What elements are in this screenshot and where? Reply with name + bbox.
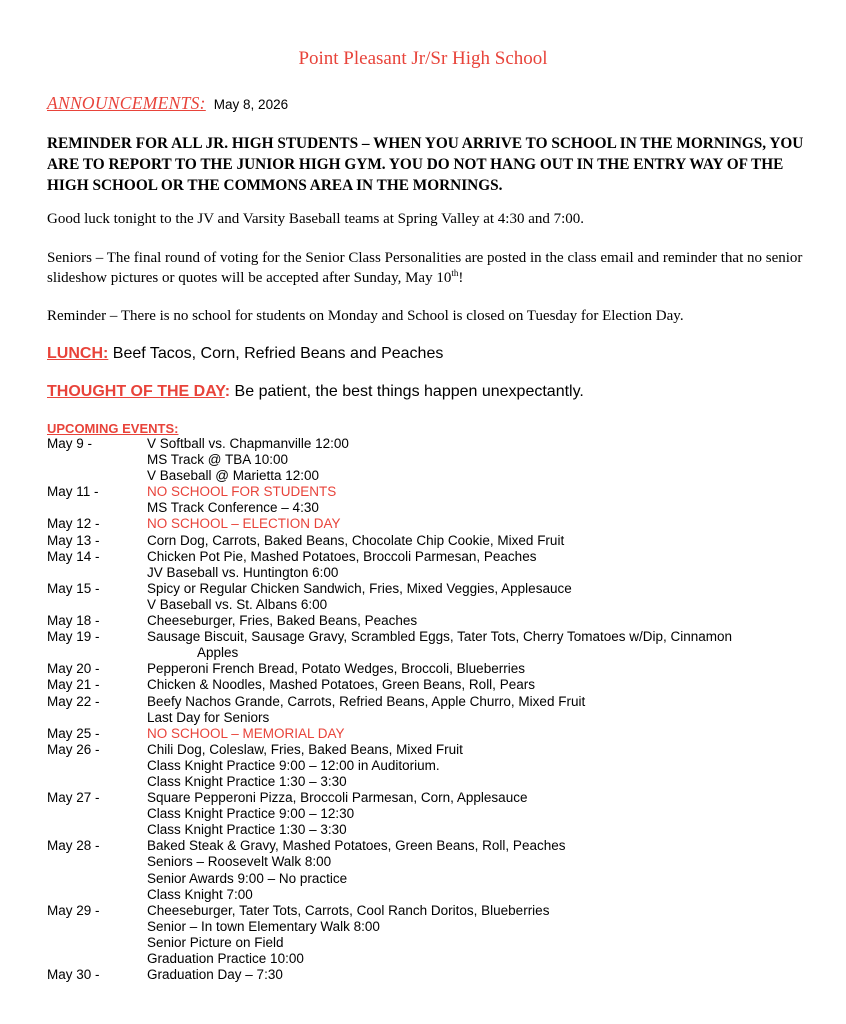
event-item: Sausage Biscuit, Sausage Gravy, Scrambled Eggs, Tater Tots, Cherry Tomatoes w/Dip, Cinnamon (147, 629, 733, 645)
seniors-superscript: th (451, 268, 459, 278)
event-items (147, 903, 807, 967)
event-date: May 26 - (47, 741, 100, 757)
event-date: May 15 - (47, 580, 100, 596)
announcement-date: May 8, 2026 (213, 97, 289, 112)
lunch-text: Beef Tacos, Corn, Refried Beans and Peaches (108, 345, 444, 362)
event-item-highlight: NO SCHOOL – ELECTION DAY (147, 516, 341, 532)
seniors-text: Seniors – The final round of voting for the Senior Class Personalities are posted in the class email and reminder that no senior slideshow pictures or quotes will be accepted after Sunday, May 10 (47, 250, 803, 286)
event-row (47, 903, 807, 967)
event-item: V Baseball vs. St. Albans 6:00 (147, 596, 328, 612)
event-item: Cheeseburger, Fries, Baked Beans, Peaches (147, 613, 418, 629)
event-date: May 14 - (47, 548, 100, 564)
seniors-paragraph (47, 248, 822, 288)
event-item: Pepperoni French Bread, Potato Wedges, Broccoli, Blueberries (147, 661, 525, 677)
event-item: Class Knight Practice 9:00 – 12:30 (147, 806, 355, 822)
event-date: May 20 - (47, 661, 100, 677)
announcements-label: ANNOUNCEMENTS: (47, 93, 206, 113)
election-paragraph: Reminder – There is no school for students on Monday and School is closed on Tuesday for Election Day. (47, 308, 684, 324)
event-item: Class Knight Practice 9:00 – 12:00 in Auditorium. (147, 757, 440, 773)
event-items (147, 726, 807, 742)
event-date: May 29 - (47, 902, 100, 918)
event-date: May 9 - (47, 436, 93, 451)
jr-high-reminder: REMINDER FOR ALL JR. HIGH STUDENTS – WHEN YOU ARRIVE TO SCHOOL IN THE MORNINGS, YOU ARE TO REPORT TO THE JUNIOR HIGH GYM. YOU DO NOT HANG OUT IN THE ENTRY WAY OF THE HIGH SCHOOL OR THE COMMONS AREA IN THE MORNINGS. (47, 135, 804, 194)
event-item: Chicken & Noodles, Mashed Potatoes, Green Beans, Roll, Pears (147, 677, 535, 693)
event-date: May 11 - (47, 484, 99, 500)
event-item: Class Knight Practice 1:30 – 3:30 (147, 822, 347, 838)
event-item: MS Track @ TBA 10:00 (147, 452, 289, 468)
event-items (147, 661, 807, 677)
thought-label: THOUGHT OF THE DAY (47, 383, 225, 400)
event-items (147, 549, 807, 581)
event-items (147, 581, 807, 613)
event-items (147, 629, 807, 661)
event-item: Seniors – Roosevelt Walk 8:00 (147, 854, 332, 870)
event-item: MS Track Conference – 4:30 (147, 500, 319, 516)
thought-colon: : (224, 383, 231, 400)
event-item: Graduation Day – 7:30 (147, 967, 283, 983)
event-item: Senior – In town Elementary Walk 8:00 (147, 918, 380, 934)
event-item: Square Pepperoni Pizza, Broccoli Parmesan, Corn, Applesauce (147, 790, 528, 806)
seniors-end: ! (458, 270, 464, 286)
event-item: Beefy Nachos Grande, Carrots, Refried Beans, Apple Churro, Mixed Fruit (147, 693, 586, 709)
event-item: JV Baseball vs. Huntington 6:00 (147, 564, 339, 580)
event-item: V Baseball @ Marietta 12:00 (147, 468, 320, 484)
event-row (47, 838, 807, 902)
event-date: May 25 - (47, 725, 100, 741)
event-row (47, 726, 807, 742)
event-items (147, 613, 807, 629)
event-row (47, 677, 807, 693)
event-items (147, 967, 807, 983)
event-item: V Softball vs. Chapmanville 12:00 (147, 436, 349, 451)
event-row (47, 967, 807, 983)
event-items (147, 742, 807, 790)
event-item-highlight: NO SCHOOL FOR STUDENTS (147, 484, 337, 500)
event-items (147, 838, 807, 902)
event-items (147, 790, 807, 838)
upcoming-events-heading: UPCOMING EVENTS: (47, 421, 179, 436)
event-date: May 13 - (47, 532, 100, 548)
event-date: May 22 - (47, 693, 100, 709)
event-row (47, 661, 807, 677)
event-item: Chicken Pot Pie, Mashed Potatoes, Broccoli Parmesan, Peaches (147, 548, 537, 564)
event-row (47, 790, 807, 838)
event-row (47, 549, 807, 581)
event-items (147, 516, 807, 532)
event-item: Graduation Practice 10:00 (147, 951, 304, 966)
event-items (147, 484, 807, 516)
event-row (47, 629, 807, 661)
event-item: Class Knight 7:00 (147, 886, 253, 902)
event-items (147, 694, 807, 726)
event-row (47, 484, 807, 516)
thought-text: Be patient, the best things happen unexpectantly. (230, 383, 584, 400)
event-date: May 18 - (47, 613, 100, 629)
event-item: Corn Dog, Carrots, Baked Beans, Chocolate Chip Cookie, Mixed Fruit (147, 532, 565, 548)
event-items (147, 436, 807, 484)
event-row (47, 581, 807, 613)
event-item: Spicy or Regular Chicken Sandwich, Fries, Mixed Veggies, Applesauce (147, 580, 572, 596)
event-item: Senior Picture on Field (147, 934, 284, 950)
school-title: Point Pleasant Jr/Sr High School (298, 48, 548, 69)
event-row (47, 613, 807, 629)
event-item-highlight: NO SCHOOL – MEMORIAL DAY (147, 725, 345, 741)
baseball-paragraph: Good luck tonight to the JV and Varsity Baseball teams at Spring Valley at 4:30 and 7:00. (47, 211, 585, 227)
event-date: May 19 - (47, 629, 100, 645)
event-row (47, 694, 807, 726)
event-date: May 30 - (47, 967, 100, 983)
lunch-line (47, 345, 443, 363)
event-date: May 21 - (47, 677, 100, 693)
thought-line (47, 383, 584, 401)
event-row (47, 533, 807, 549)
event-items (147, 677, 807, 693)
event-row (47, 436, 807, 484)
event-item: Chili Dog, Coleslaw, Fries, Baked Beans, Mixed Fruit (147, 741, 463, 757)
event-date: May 12 - (47, 516, 100, 532)
event-item: Last Day for Seniors (147, 709, 270, 725)
lunch-label: LUNCH: (47, 345, 109, 362)
event-item: Senior Awards 9:00 – No practice (147, 870, 348, 886)
announcements-header (47, 93, 288, 114)
event-items (147, 533, 807, 549)
event-row (47, 742, 807, 790)
event-date: May 27 - (47, 790, 100, 806)
event-row (47, 516, 807, 532)
event-item: Apples (197, 645, 239, 661)
event-date: May 28 - (47, 838, 100, 854)
event-item: Cheeseburger, Tater Tots, Carrots, Cool Ranch Doritos, Blueberries (147, 902, 550, 918)
events-list (47, 436, 807, 983)
event-item: Baked Steak & Gravy, Mashed Potatoes, Green Beans, Roll, Peaches (147, 838, 566, 854)
event-item: Class Knight Practice 1:30 – 3:30 (147, 773, 347, 789)
